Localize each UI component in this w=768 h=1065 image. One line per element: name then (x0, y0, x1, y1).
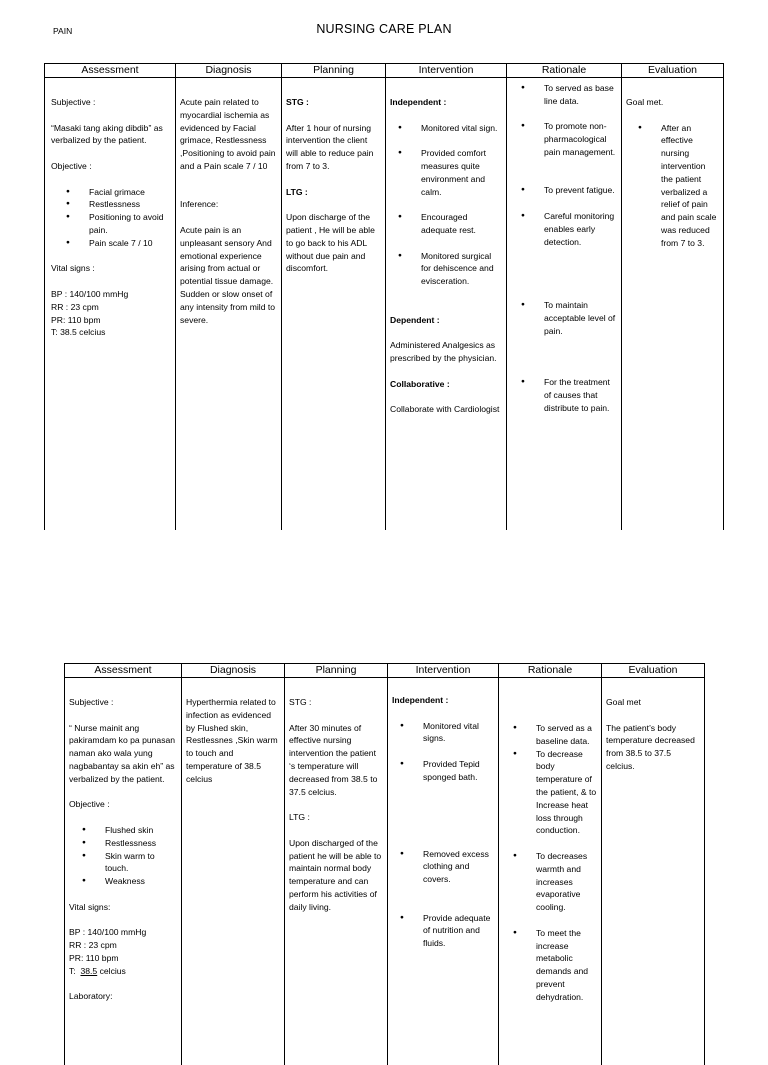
rationale-list (503, 722, 597, 1004)
independent-list (392, 720, 494, 950)
intervention-cell (386, 78, 507, 531)
col-header-assessment: Assessment (65, 664, 182, 678)
list-item: ● To served as a baseline data. (536, 722, 597, 748)
independent-list (390, 122, 502, 288)
objective-label: Objective : (51, 160, 171, 173)
temp-prefix: T: (69, 966, 80, 976)
dependent-label: Dependent : (390, 314, 502, 327)
col-header-intervention: Intervention (386, 64, 507, 78)
ltg-label: LTG : (286, 186, 381, 199)
independent-label: Independent : (392, 694, 494, 707)
vital-bp: BP : 140/100 mmHg (69, 926, 177, 939)
col-header-evaluation: Evaluation (622, 64, 724, 78)
stg-label: STG : (286, 96, 381, 109)
rationale-list (511, 82, 617, 415)
inference-label: Inference: (180, 198, 277, 211)
vital-signs-label: Vital signs: (69, 901, 177, 914)
page-label: PAIN (53, 26, 72, 36)
list-item: ● To served as base line data. (544, 82, 617, 108)
list-item: ● To prevent fatigue. (544, 184, 617, 197)
list-item: ● Flushed skin (105, 824, 177, 837)
list-item: ● To promote non-pharmacological pain management. (544, 120, 617, 158)
col-header-rationale: Rationale (499, 664, 602, 678)
laboratory-label: Laboratory: (69, 990, 177, 1003)
evaluation-cell (622, 78, 724, 531)
list-item: ● Monitored vital signs. (423, 720, 494, 746)
rationale-cell (507, 78, 622, 531)
table-row (45, 78, 724, 531)
collaborative-label: Collaborative : (390, 378, 502, 391)
list-item: ● To decreases warmth and increases evaporative cooling. (536, 850, 597, 914)
list-item: ● Weakness (105, 875, 177, 888)
list-item: ● Provided Tepid sponged bath. (423, 758, 494, 784)
subjective-label: Subjective : (69, 696, 177, 709)
subjective-quote: “Masaki tang aking dibdib” as verbalized by the patient. (51, 122, 171, 148)
planning-cell (285, 678, 388, 1065)
col-header-planning: Planning (285, 664, 388, 678)
table-row (65, 678, 705, 1065)
list-item: ● Facial grimace (89, 186, 171, 199)
vital-pr: PR: 110 bpm (69, 952, 177, 965)
planning-cell (282, 78, 386, 531)
ltg-label: LTG : (289, 811, 383, 824)
list-item: ● For the treatment of causes that distribute to pain. (544, 376, 617, 414)
list-item: ● Careful monitoring enables early detection. (544, 210, 617, 248)
stg-label: STG : (289, 696, 383, 709)
rationale-cell (499, 678, 602, 1065)
care-plan-table-pain (44, 63, 724, 530)
list-item: ● To meet the increase metabolic demands and prevent dehydration. (536, 927, 597, 1004)
objective-label: Objective : (69, 798, 177, 811)
assessment-cell (45, 78, 176, 531)
list-item: ● Monitored vital sign. (421, 122, 502, 135)
vital-temp: T: 38.5 celcius (51, 326, 171, 339)
vital-temp (69, 965, 177, 978)
vital-pr: PR: 110 bpm (51, 314, 171, 327)
independent-label: Independent : (390, 96, 502, 109)
list-item: ● Provided comfort measures quite environment and calm. (421, 147, 502, 198)
list-item: ● Pain scale 7 / 10 (89, 237, 171, 250)
diagnosis-cell (176, 78, 282, 531)
diagnosis-text: Acute pain related to myocardial ischemia as evidenced by Facial grimace, Restlessness ,Positioning to avoid pain and a Pain scale 7 / 10 (180, 96, 277, 173)
col-header-rationale: Rationale (507, 64, 622, 78)
intervention-cell (388, 678, 499, 1065)
dependent-text: Administered Analgesics as prescribed by the physician. (390, 339, 502, 365)
stg-text: After 1 hour of nursing intervention the client will able to reduce pain from 7 to 3. (286, 122, 381, 173)
col-header-assessment: Assessment (45, 64, 176, 78)
vital-signs-label: Vital signs : (51, 262, 171, 275)
evaluation-list (626, 122, 719, 250)
objective-list (69, 824, 177, 888)
assessment-cell (65, 678, 182, 1065)
col-header-intervention: Intervention (388, 664, 499, 678)
list-item: ● After an effective nursing intervention the patient verbalized a relief of pain and pain scale was reduced from 7 to 3. (661, 122, 719, 250)
vital-rr: RR : 23 cpm (51, 301, 171, 314)
temp-unit: celcius (97, 966, 126, 976)
subjective-label: Subjective : (51, 96, 171, 109)
evaluation-cell (602, 678, 705, 1065)
diagnosis-cell (182, 678, 285, 1065)
inference-text: Acute pain is an unpleasant sensory And emotional experience arising from actual or potential tissue damage. Sudden or slow onset of any intensity from mild to severe. (180, 224, 277, 326)
list-item: ● Provide adequate of nutrition and fluids. (423, 912, 494, 950)
col-header-diagnosis: Diagnosis (182, 664, 285, 678)
col-header-planning: Planning (282, 64, 386, 78)
diagnosis-text: Hyperthermia related to infection as evidenced by Flushed skin, Restlessnes ,Skin warm to touch and temperature of 38.5 celcius (186, 696, 280, 786)
evaluation-label: Goal met. (626, 96, 719, 109)
list-item: ● Restlessness (105, 837, 177, 850)
vital-rr: RR : 23 cpm (69, 939, 177, 952)
objective-list (51, 186, 171, 250)
stg-text: After 30 minutes of effective nursing intervention the patient ‘s temperature will decreased from 38.5 to 37.5 celcius. (289, 722, 383, 799)
list-item: ● Positioning to avoid pain. (89, 211, 171, 237)
document-title: NURSING CARE PLAN (0, 22, 768, 36)
evaluation-text: The patient’s body temperature decreased from 38.5 to 37.5 celcius. (606, 722, 700, 773)
collaborative-text: Collaborate with Cardiologist (390, 403, 502, 416)
evaluation-label: Goal met (606, 696, 700, 709)
list-item: ● Restlessness (89, 198, 171, 211)
list-item: ● To decrease body temperature of the patient, & to Increase heat loss through conduction. (536, 748, 597, 838)
col-header-evaluation: Evaluation (602, 664, 705, 678)
subjective-quote: “ Nurse mainit ang pakiramdam ko pa punasan naman ako wala yung nagbabantay sa akin eh” as verbalized by the patient. (69, 722, 177, 786)
care-plan-table-hyperthermia (64, 663, 705, 1065)
table-header-row (65, 664, 705, 678)
temp-value: 38.5 (80, 966, 97, 976)
vital-bp: BP : 140/100 mmHg (51, 288, 171, 301)
list-item: ● Skin warm to touch. (105, 850, 177, 876)
list-item: ● Removed excess clothing and covers. (423, 848, 494, 886)
ltg-text: Upon discharge of the patient , He will be able to go back to his ADL without due pain and discomfort. (286, 211, 381, 275)
list-item: ● Monitored surgical for dehiscence and evisceration. (421, 250, 502, 288)
list-item: ● Encouraged adequate rest. (421, 211, 502, 237)
table-header-row (45, 64, 724, 78)
col-header-diagnosis: Diagnosis (176, 64, 282, 78)
list-item: ● To maintain acceptable level of pain. (544, 299, 617, 337)
ltg-text: Upon discharged of the patient he will be able to maintain normal body temperature and can perform his activities of daily living. (289, 837, 383, 914)
